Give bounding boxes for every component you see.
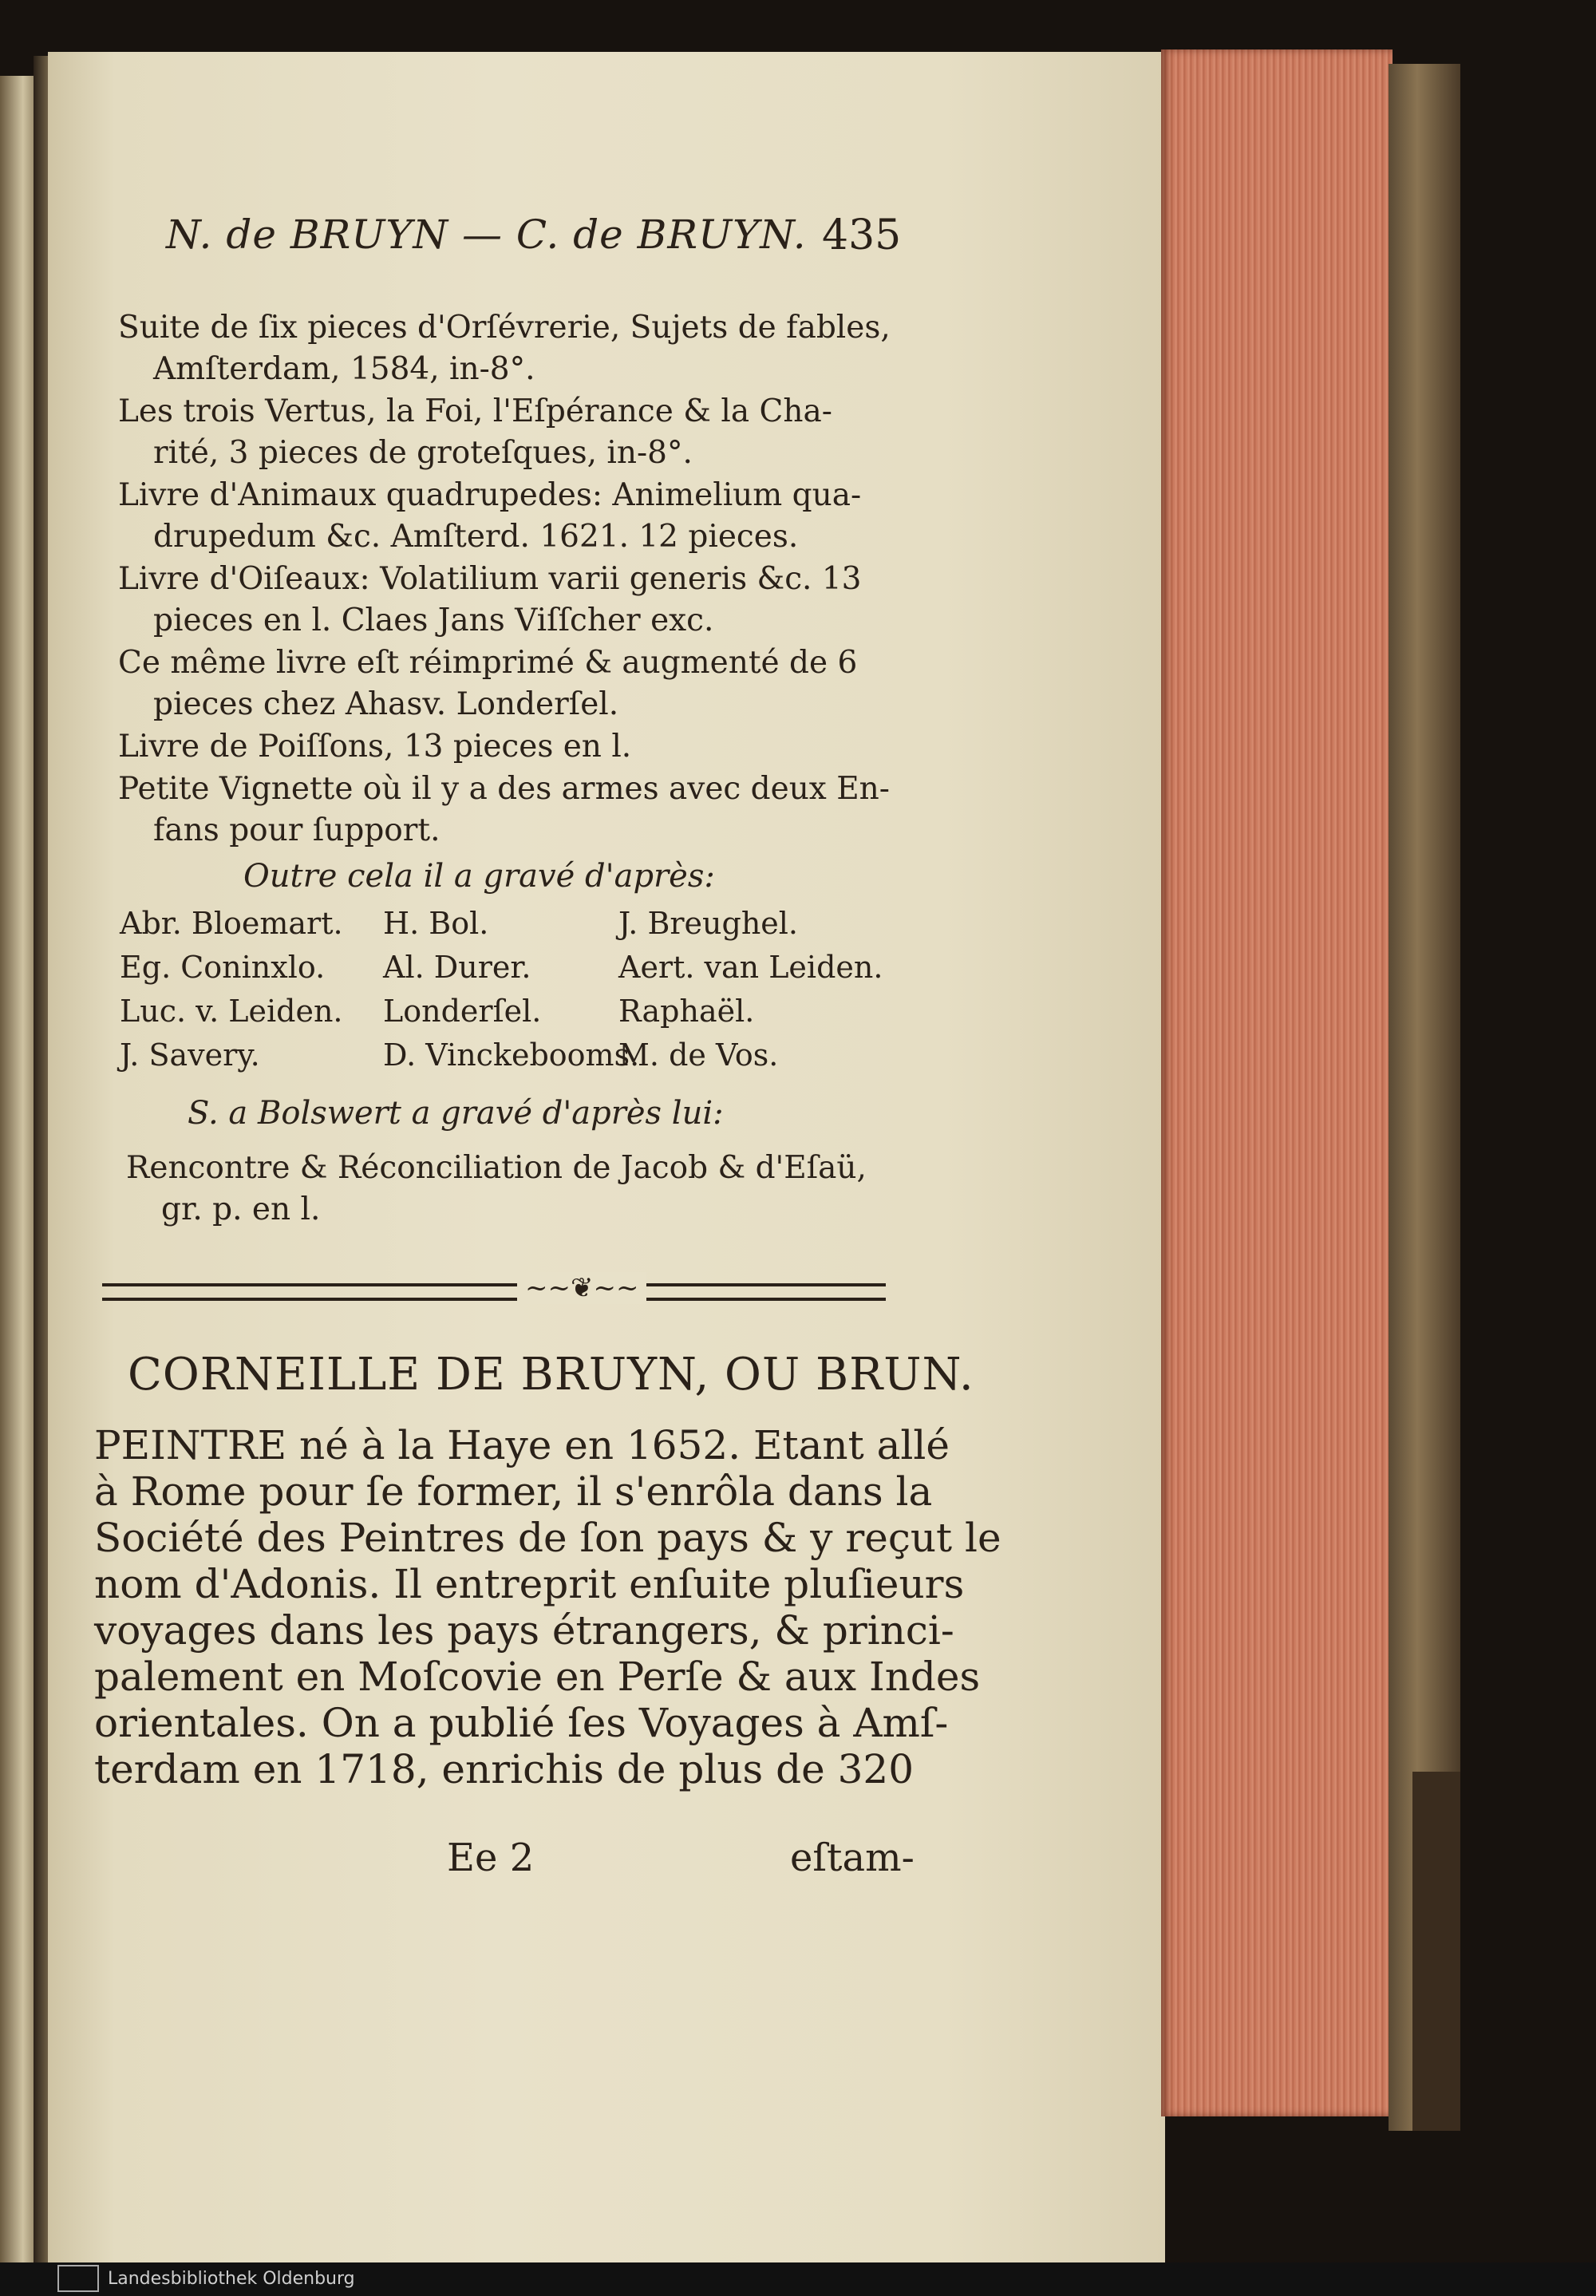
entry-line: Rencontre & Réconciliation de Jacob & d'Eſaü, — [126, 1150, 867, 1186]
name-cell: J. Savery. — [120, 1037, 260, 1073]
running-header: N. de BRUYN — C. de BRUYN. — [166, 211, 807, 258]
entry-line: Suite de ſix pieces d'Orſévrerie, Sujets de fables, — [118, 310, 891, 346]
entry-line: gr. p. en l. — [161, 1191, 321, 1227]
page-number: 435 — [822, 211, 902, 259]
engraved-after-heading: Outre cela il a gravé d'après: — [243, 858, 715, 895]
ornamental-rule — [102, 1272, 886, 1304]
book-cover-shadow — [1412, 1772, 1460, 2131]
catchword: eſtam- — [790, 1836, 915, 1880]
body-line: terdam en 1718, enrichis de plus de 320 — [94, 1746, 915, 1792]
library-label: Landesbibliothek Oldenburg — [108, 2269, 355, 2289]
name-cell: Eg. Coninxlo. — [120, 950, 326, 985]
body-line: palement en Moſcovie en Perſe & aux Indes — [94, 1654, 981, 1700]
name-cell: H. Bol. — [383, 906, 489, 941]
left-page-edge — [0, 76, 38, 2278]
name-cell: Luc. v. Leiden. — [120, 994, 343, 1029]
entry-line: Livre de Poiſſons, 13 pieces en l. — [118, 729, 632, 765]
name-cell: D. Vinckebooms. — [383, 1037, 640, 1073]
entry-1 — [118, 307, 891, 390]
name-cell: Aert. van Leiden. — [618, 950, 883, 985]
name-cell: J. Breughel. — [618, 906, 799, 941]
body-line: nom d'Adonis. Il entreprit enſuite pluſieurs — [94, 1561, 965, 1607]
entry-line: Amſterdam, 1584, in-8°. — [153, 351, 535, 387]
body-line: voyages dans les pays étrangers, & princi- — [94, 1607, 954, 1654]
entry-7 — [118, 769, 890, 852]
body-line: Société des Peintres de ſon pays & y reçut le — [94, 1515, 1001, 1561]
name-cell: M. de Vos. — [618, 1037, 779, 1073]
bolswert-entry — [126, 1148, 867, 1231]
name-cell: Al. Durer. — [383, 950, 531, 985]
name-cell: Londerſel. — [383, 994, 542, 1029]
entry-line: pieces chez Ahasv. Londerſel. — [153, 686, 619, 722]
name-cell: Raphaël. — [618, 994, 755, 1029]
signature-mark: Ee 2 — [447, 1836, 535, 1880]
page-block-edge — [1161, 49, 1393, 2116]
entry-line: rité, 3 pieces de groteſques, in-8°. — [153, 435, 693, 471]
entry-line: pieces en l. Claes Jans Viſſcher exc. — [153, 603, 714, 638]
entry-3 — [118, 475, 861, 558]
library-logo-icon — [57, 2265, 99, 2292]
entry-line: Ce même livre eſt réimprimé & augmenté de 6 — [118, 645, 858, 681]
body-line: PEINTRE né à la Haye en 1652. Etant allé — [94, 1422, 950, 1468]
entry-2 — [118, 391, 832, 474]
entry-5 — [118, 642, 857, 725]
entry-line: Livre d'Animaux quadrupedes: Animelium qua- — [118, 477, 862, 513]
entry-line: Livre d'Oiſeaux: Volatilium varii generis &c. 13 — [118, 561, 862, 597]
body-line: orientales. On a publié ſes Voyages à Amſ- — [94, 1700, 949, 1746]
entry-line: drupedum &c. Amſterd. 1621. 12 pieces. — [153, 519, 799, 555]
bolswert-heading: S. a Bolswert a gravé d'après lui: — [188, 1095, 724, 1132]
body-line: à Rome pour ſe former, il s'enrôla dans la — [94, 1468, 933, 1515]
entry-line: Petite Vignette où il y a des armes avec deux En- — [118, 771, 890, 807]
entry-line: fans pour ſupport. — [153, 812, 440, 848]
entry-4 — [118, 559, 861, 642]
name-cell: Abr. Bloemart. — [120, 906, 343, 941]
section-title: CORNEILLE DE BRUYN, OU BRUN. — [128, 1349, 974, 1401]
entry-line: Les trois Vertus, la Foi, l'Eſpérance & la Cha- — [118, 393, 832, 429]
ornament-glyph: ~~❦~~ — [517, 1272, 646, 1304]
entry-6 — [118, 726, 631, 768]
